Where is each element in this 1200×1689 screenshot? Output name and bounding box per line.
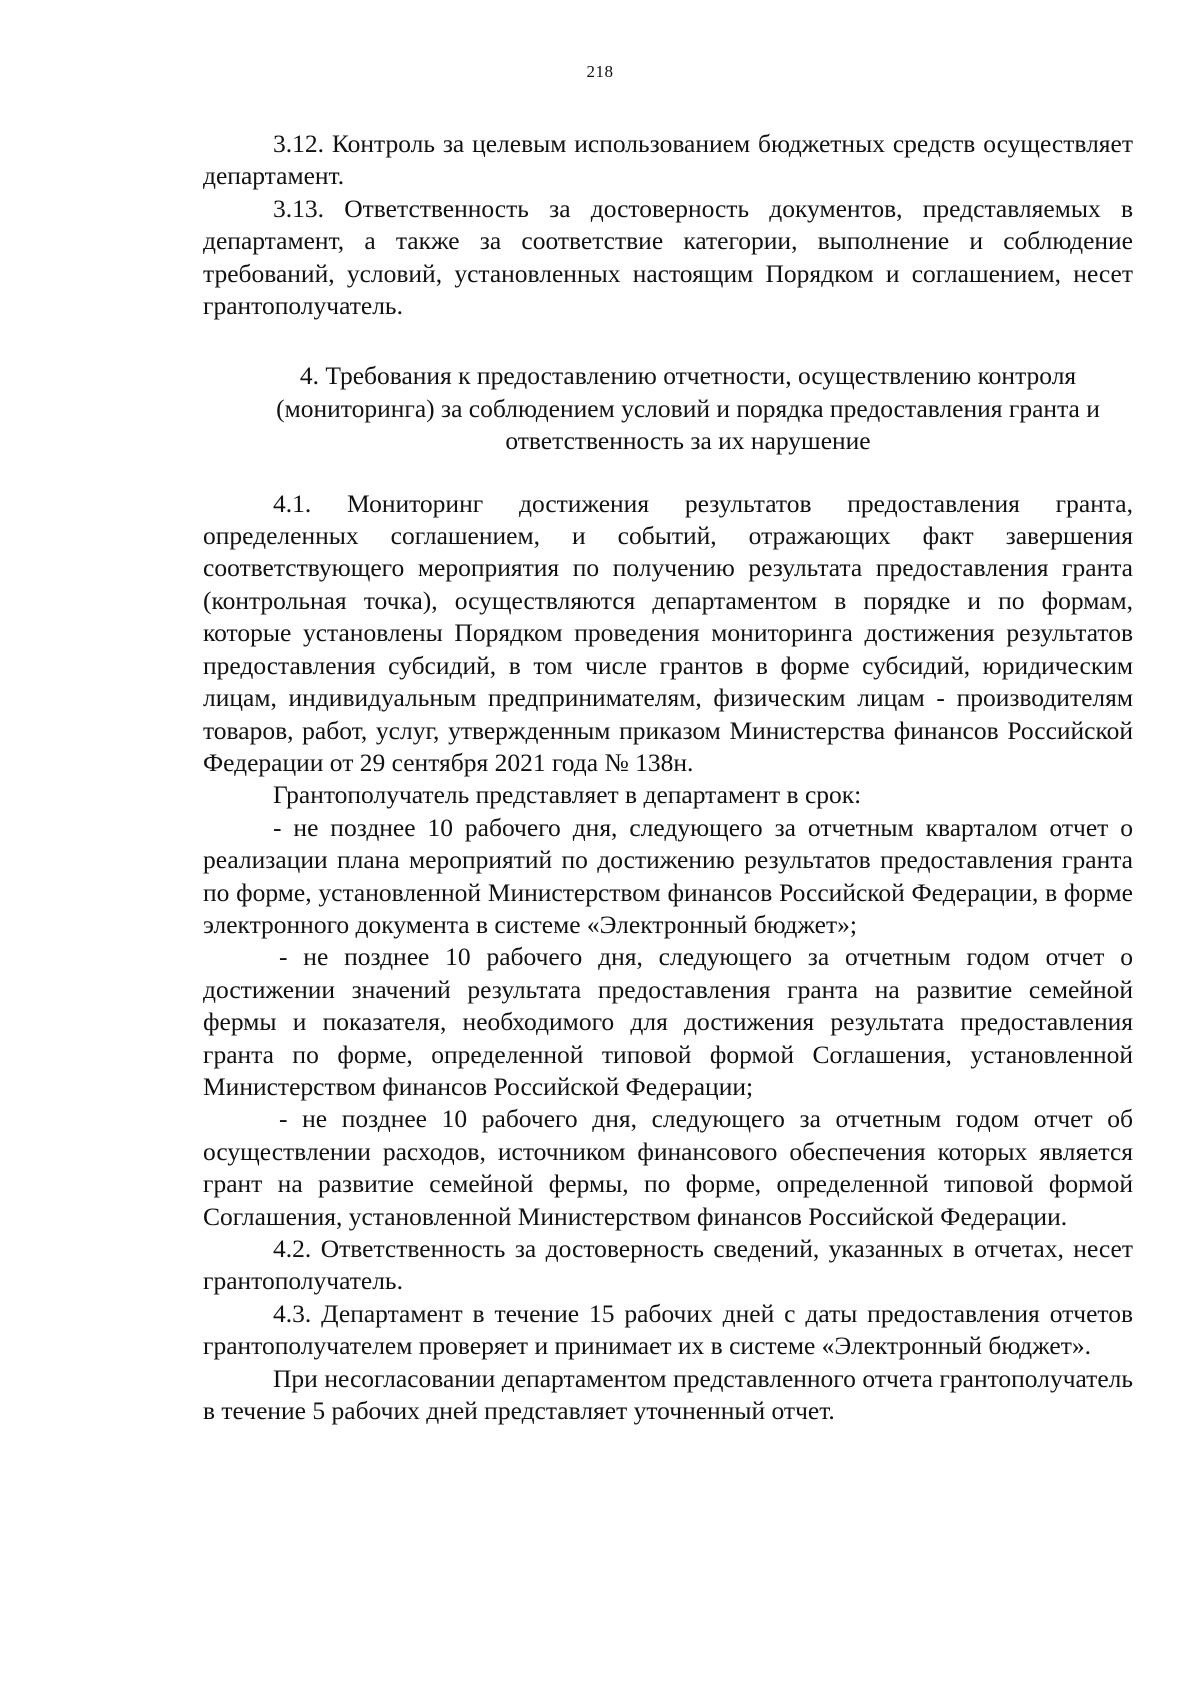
paragraph-deadlines-intro: Грантополучатель представляет в департамент в срок: [273,780,862,810]
section-4-heading: 4. Требования к предоставлению отчетности, осуществлению контроля (мониторинга) за соблюдением условий и порядка предоставления гранта и ответственность за их нарушение [276,361,1100,456]
paragraph-4-3: 4.3. Департамент в течение 15 рабочих дней с даты предоставления отчетов грантополучателем проверяет и принимает их в системе «Электронный бюджет». [203,1298,1133,1361]
list-item-annual-results-report: - не позднее 10 рабочего дня, следующего за отчетным годом отчет о достижении значений результата предоставления гранта на развитие семейной фермы и показателя, необходимого для достижения результата предоставления гранта по форме, определенной типовой формой Соглашения, установленной Министерством финансов Российской Федерации; [203,942,1133,1101]
paragraph-3-12: 3.12. Контроль за целевым использованием бюджетных средств осуществляет департамент. [203,129,1133,191]
paragraph-4-1: 4.1. Мониторинг достижения результатов предоставления гранта, определенных соглашением, и событий, отражающих факт завершения соответствующего мероприятия по получению результата предоставления гранта (контрольная точка), осуществляются департаментом в порядке и по формам, которые установлены Порядком проведения мониторинга достижения результатов предоставления субсидий, в том числе грантов в форме субсидий, юридическим лицам, индивидуальным предпринимателям, физическим лицам - производителям товаров, работ, услуг, утвержденным приказом Министерства финансов Российской Федерации от 29 сентября 2021 года № 138н. [203,488,1133,777]
paragraph-4-2: 4.2. Ответственность за достоверность сведений, указанных в отчетах, несет грантополучатель. [203,1234,1133,1296]
paragraph-3-13: 3.13. Ответственность за достоверность документов, представляемых в департамент, а также за соответствие категории, выполнение и соблюдение требований, условий, установленных настоящим Порядком и соглашением, несет грантополучатель. [203,193,1133,321]
page-number: 218 [586,62,614,81]
paragraph-corrected-report: При несогласовании департаментом представленного отчета грантополучатель в течение 5 рабочих дней представляет уточненный отчет. [203,1363,1133,1426]
document-body [203,128,1133,1427]
list-item-quarterly-report: - не позднее 10 рабочего дня, следующего за отчетным кварталом отчет о реализации плана мероприятий по достижению результатов предоставления гранта по форме, установленной Министерством финансов Российской Федерации, в форме электронного документа в системе «Электронный бюджет»; [203,812,1133,939]
list-item-annual-expenses-report: - не позднее 10 рабочего дня, следующего за отчетным годом отчет об осуществлении расходов, источником финансового обеспечения которых является грант на развитие семейной фермы, по форме, определенной типовой формой Соглашения, установленной Министерством финансов Российской Федерации. [203,1104,1133,1231]
